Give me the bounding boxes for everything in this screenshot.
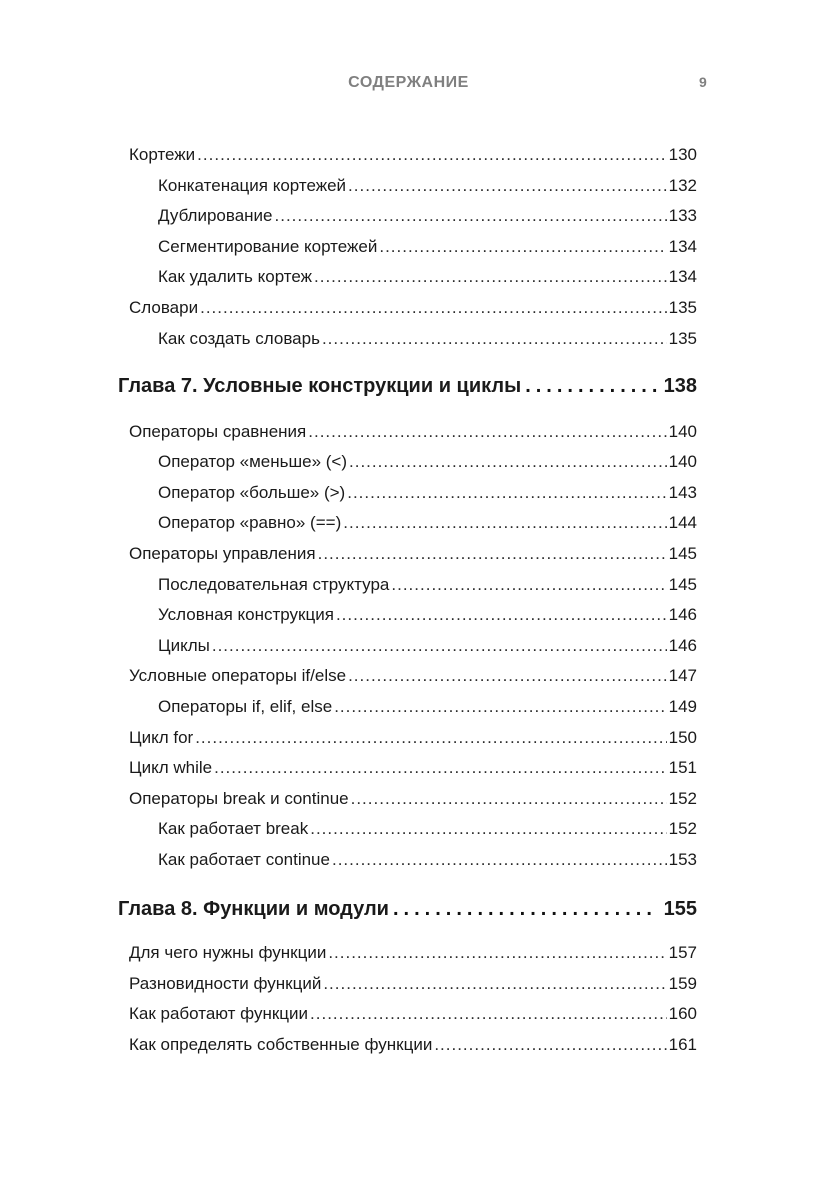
toc-entry[interactable] [129,144,697,166]
toc-entry-title: Операторы управления [129,544,316,563]
toc-entry-page: 145 [668,544,697,563]
dot-leader [328,942,666,964]
toc-entry-title: Циклы [158,636,210,655]
toc-entry-title: Операторы сравнения [129,422,307,441]
toc-entry-title: Цикл for [129,728,194,747]
dot-leader [348,175,667,197]
toc-entry[interactable] [129,665,697,687]
dot-leader [275,205,667,227]
toc-entry-page: 152 [668,789,697,808]
toc-entry[interactable] [129,421,697,443]
toc-entry[interactable] [129,973,697,995]
toc-entry-title: Оператор «меньше» (<) [158,452,348,471]
toc-entry[interactable] [158,604,697,626]
toc-entry[interactable] [158,175,697,197]
toc-entry-title: Операторы if, elif, else [158,697,333,716]
toc-entry-title: Как работает continue [158,850,330,869]
toc-entry[interactable] [129,757,697,779]
dot-leader [348,665,667,687]
toc-entry-title: Как создать словарь [158,329,320,348]
toc-entry[interactable] [158,236,697,258]
toc-entry-page: 140 [668,452,697,471]
toc-entry-title: Как работают функции [129,1004,309,1023]
toc-entry-page: 130 [668,145,697,164]
toc-entry[interactable] [129,942,697,964]
toc-entry[interactable] [158,849,697,871]
dot-leader [393,896,658,922]
toc-entry-title: Оператор «равно» (==) [158,513,342,532]
dot-leader [347,482,666,504]
toc-entry-title: Словари [129,298,199,317]
toc-chapter[interactable] [118,373,697,399]
dot-leader [310,1003,667,1025]
toc-entry[interactable] [129,297,697,319]
toc-entry-title: Кортежи [129,145,196,164]
toc-entry-title: Как работает break [158,819,309,838]
toc-entry[interactable] [158,818,697,840]
toc-entry-title: Как удалить кортеж [158,267,313,286]
toc-entry[interactable] [158,574,697,596]
dot-leader [343,512,666,534]
toc-entry-page: 140 [668,422,697,441]
dot-leader [332,849,667,871]
dot-leader [195,727,666,749]
toc-chapter[interactable] [118,896,697,922]
dot-leader [197,144,666,166]
toc-entry-title: Операторы break и continue [129,789,349,808]
toc-chapter-page: 138 [663,375,697,397]
toc-entry[interactable] [129,727,697,749]
toc-entry[interactable] [129,1034,697,1056]
toc-entry[interactable] [158,328,697,350]
toc-entry[interactable] [158,266,697,288]
toc-entry[interactable] [158,512,697,534]
dot-leader [434,1034,666,1056]
toc-entry-title: Дублирование [158,206,273,225]
toc-entry-title: Разновидности функций [129,974,322,993]
dot-leader [334,696,666,718]
running-title: СОДЕРЖАНИЕ [348,74,469,91]
toc-entry-page: 146 [668,605,697,624]
toc-entry-page: 157 [668,943,697,962]
dot-leader [314,266,667,288]
dot-leader [525,373,657,399]
dot-leader [318,543,667,565]
toc-entry[interactable] [129,543,697,565]
toc-entry-title: Конкатенация кортежей [158,176,347,195]
toc-entry-page: 132 [668,176,697,195]
toc-entry-title: Оператор «больше» (>) [158,483,346,502]
dot-leader [322,328,667,350]
toc-entry-page: 160 [668,1004,697,1023]
toc-entry-page: 147 [668,666,697,685]
toc-chapter-page: 155 [663,898,697,920]
dot-leader [336,604,667,626]
dot-leader [351,788,667,810]
dot-leader [379,236,666,258]
toc-entry[interactable] [158,635,697,657]
toc-entry-page: 133 [668,206,697,225]
toc-chapter-title: Глава 7. Условные конструкции и циклы [118,375,522,397]
toc-entry-page: 135 [668,298,697,317]
dot-leader [323,973,666,995]
toc-entry-title: Условные операторы if/else [129,666,347,685]
toc-entry[interactable] [129,1003,697,1025]
toc-entry-page: 146 [668,636,697,655]
toc-entry-page: 161 [668,1035,697,1054]
toc-entry-title: Как определять собственные функции [129,1035,433,1054]
toc-entry-title: Для чего нужны функции [129,943,327,962]
dot-leader [391,574,666,596]
toc-entry-page: 149 [668,697,697,716]
dot-leader [308,421,666,443]
toc-entry-title: Последовательная структура [158,575,390,594]
toc-entry-page: 145 [668,575,697,594]
page-number: 9 [699,74,707,90]
toc-entry-page: 159 [668,974,697,993]
toc-entry-page: 152 [668,819,697,838]
toc-entry-page: 144 [668,513,697,532]
dot-leader [214,757,667,779]
toc-entry-page: 150 [668,728,697,747]
toc-entry[interactable] [158,696,697,718]
toc-entry[interactable] [158,482,697,504]
toc-entry[interactable] [158,451,697,473]
toc-entry-page: 151 [668,758,697,777]
toc-entry-title: Условная конструкция [158,605,334,624]
toc-entry[interactable] [129,788,697,810]
dot-leader [200,297,667,319]
toc-entry[interactable] [158,205,697,227]
toc-chapter-title: Глава 8. Функции и модули [118,898,389,920]
toc-entry-page: 134 [668,267,697,286]
dot-leader [212,635,667,657]
dot-leader [310,818,666,840]
dot-leader [349,451,667,473]
toc-entry-page: 153 [668,850,697,869]
toc-entry-page: 135 [668,329,697,348]
toc-entry-title: Цикл while [129,758,213,777]
toc-entry-title: Сегментирование кортежей [158,237,378,256]
toc-entry-page: 143 [668,483,697,502]
toc-entry-page: 134 [668,237,697,256]
